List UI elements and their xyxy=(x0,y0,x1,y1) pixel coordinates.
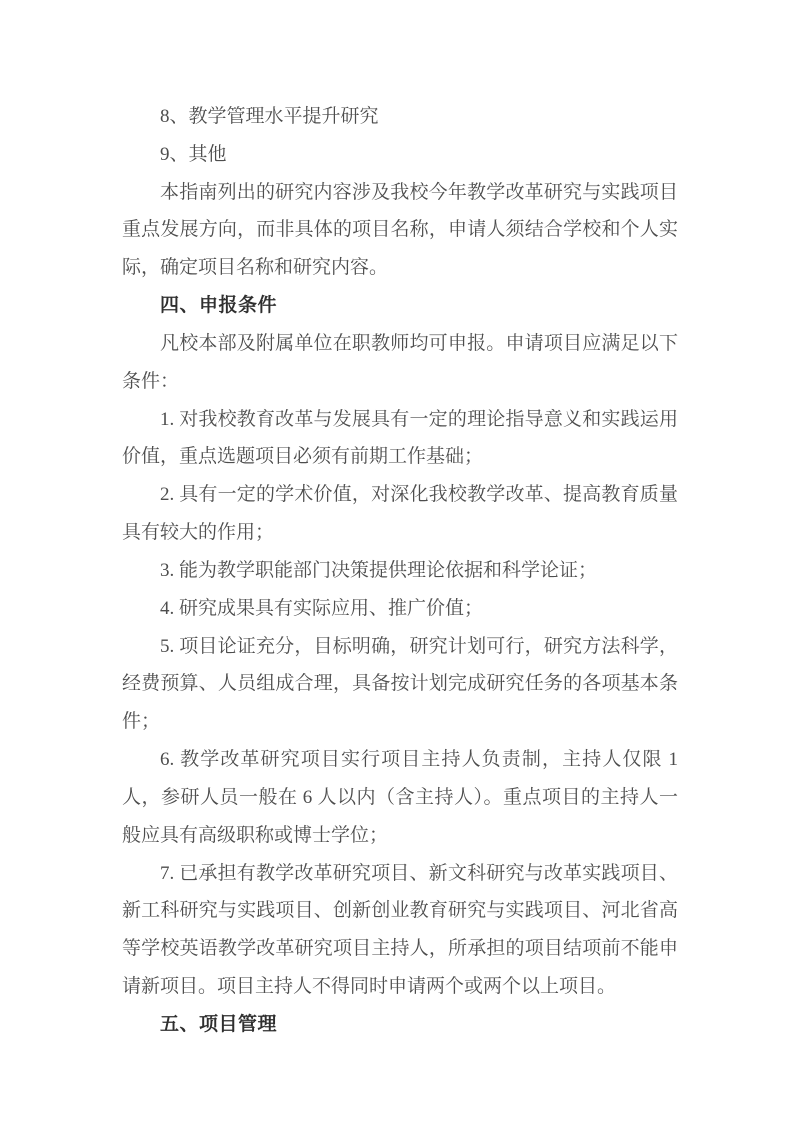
paragraph-eligibility: 凡校本部及附属单位在职教师均可申报。申请项目应满足以下条件： xyxy=(122,332,678,392)
condition-item-7: 7. 已承担有教学改革研究项目、新文科研究与改革实践项目、新工科研究与实践项目、创新创业教育研究与实践项目、河北省高等学校英语教学改革研究项目主持人，所承担的项目结项前不能申请新项目。项目主持人不得同时申请两个或两个以上项目。 xyxy=(122,862,678,998)
condition-item-3: 3. 能为教学职能部门决策提供理论依据和科学论证； xyxy=(160,559,598,581)
condition-item-1: 1. 对我校教育改革与发展具有一定的理论指导意义和实践运用价值，重点选题项目必须有前期工作基础； xyxy=(122,408,678,468)
section-heading-project-management: 五、项目管理 xyxy=(160,1013,278,1035)
condition-item-4: 4. 研究成果具有实际应用、推广价值； xyxy=(160,597,484,619)
list-item-8: 8、教学管理水平提升研究 xyxy=(160,106,379,127)
document-content xyxy=(122,98,678,1044)
paragraph-guide-note: 本指南列出的研究内容涉及我校今年教学改革研究与实践项目重点发展方向，而非具体的项目名称，申请人须结合学校和个人实际，确定项目名称和研究内容。 xyxy=(122,181,678,279)
condition-item-2: 2. 具有一定的学术价值，对深化我校教学改革、提高教育质量具有较大的作用； xyxy=(122,484,678,544)
section-heading-application-conditions: 四、申报条件 xyxy=(160,295,278,317)
condition-item-5: 5. 项目论证充分，目标明确，研究计划可行，研究方法科学，经费预算、人员组成合理，具备按计划完成研究任务的各项基本条件； xyxy=(122,635,678,733)
condition-item-6: 6. 教学改革研究项目实行项目主持人负责制，主持人仅限 1 人，参研人员一般在 6 人以内（含主持人）。重点项目的主持人一般应具有高级职称或博士学位； xyxy=(122,749,678,846)
list-item-9: 9、其他 xyxy=(160,143,227,165)
